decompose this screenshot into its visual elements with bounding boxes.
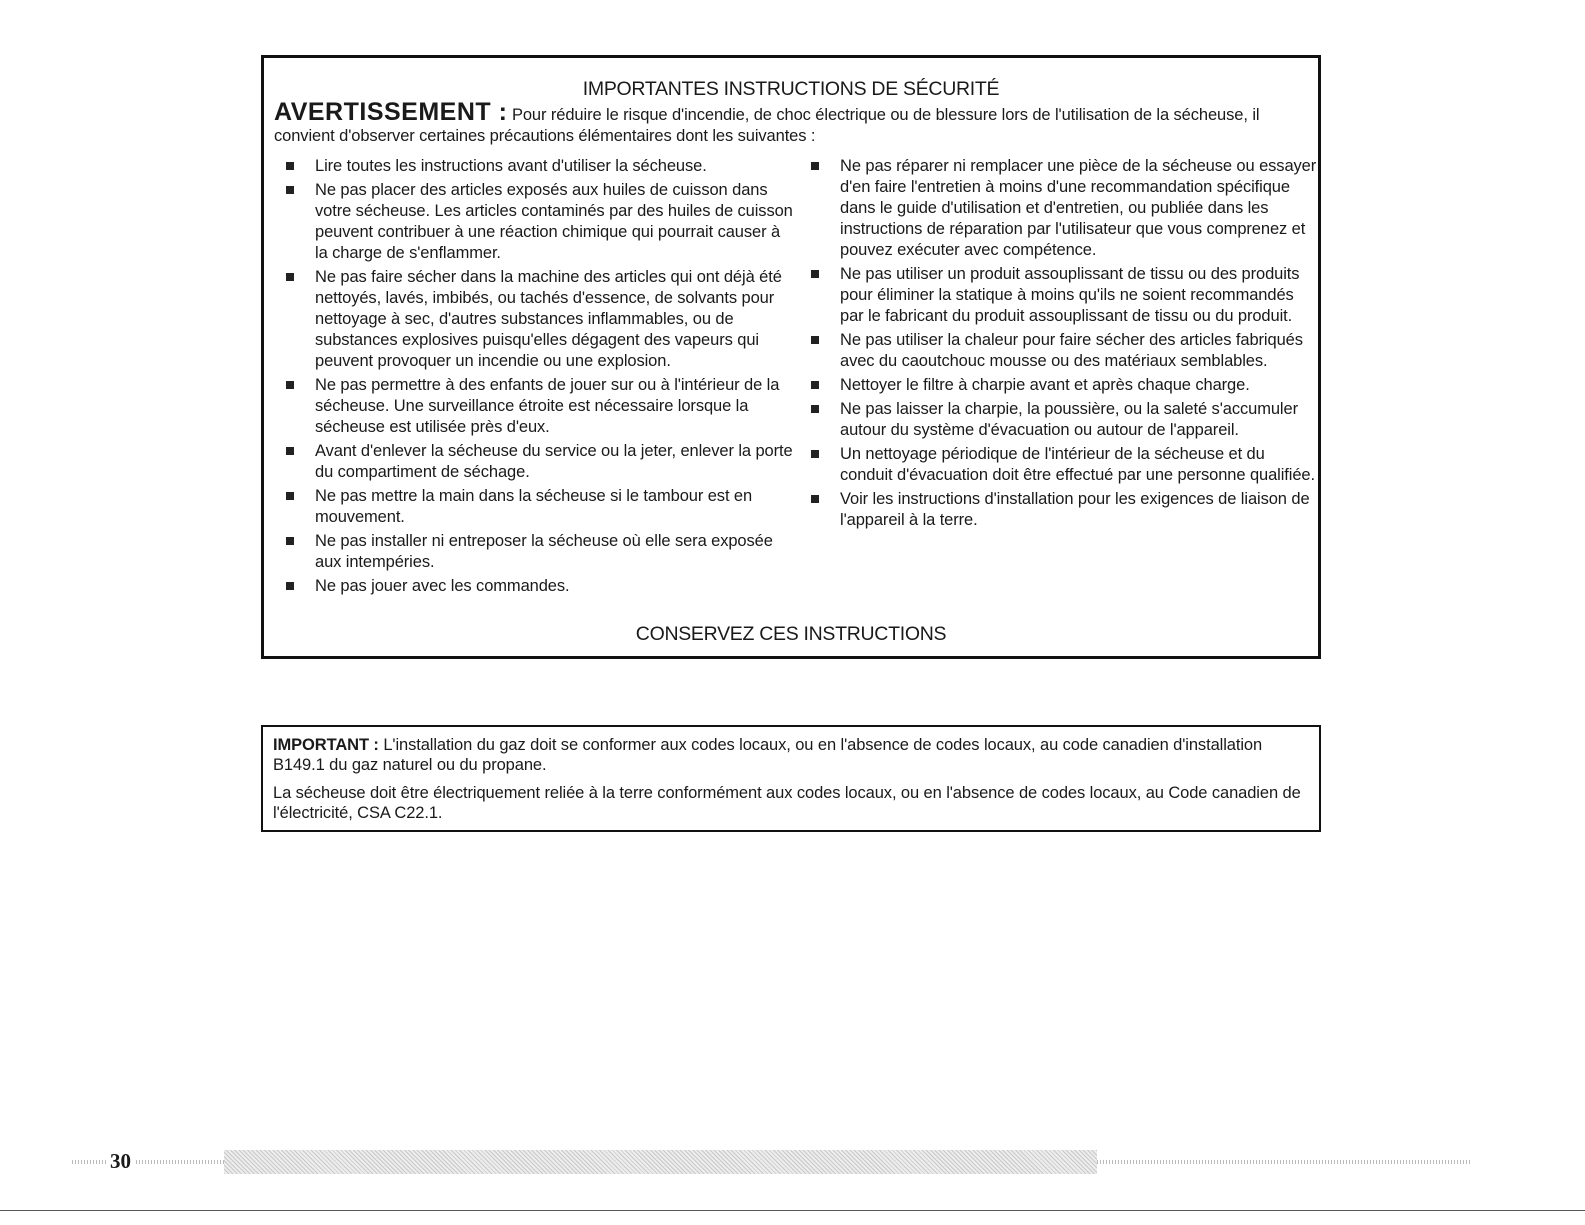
list-item: Ne pas installer ni entreposer la sécheuse où elle sera exposée aux intempéries. [286,531,796,573]
list-item: Ne pas permettre à des enfants de jouer sur ou à l'intérieur de la sécheuse. Une surveillance étroite est nécessaire lorsque la sécheuse est utilisée près d'eux. [286,375,796,438]
bullet-square-icon [286,381,294,389]
footer-dotted-rule-middle [136,1160,224,1164]
list-item: Ne pas placer des articles exposés aux huiles de cuisson dans votre sécheuse. Les articles contaminés par des huiles de cuisson peuvent contribuer à une réaction chimique qui pourrait causer à la charge de s'enflammer. [286,180,796,264]
list-item: Un nettoyage périodique de l'intérieur de la sécheuse et du conduit d'évacuation doit être effectué par une personne qualifiée. [811,444,1319,486]
list-item: Ne pas mettre la main dans la sécheuse si le tambour est en mouvement. [286,486,796,528]
page-footer [72,1147,1470,1177]
warning-text: Pour réduire le risque d'incendie, de choc électrique ou de blessure lors de l'utilisation de la sécheuse, il convient d'observer certaines précautions élémentaires dont les suivantes : [274,106,1260,145]
bullet-square-icon [286,492,294,500]
bullet-square-icon [286,186,294,194]
important-note-box [261,725,1321,832]
bullet-square-icon [811,336,819,344]
safety-list-right [811,156,1319,534]
warning-paragraph [274,98,1306,147]
page-number: 30 [110,1149,131,1173]
important-label: IMPORTANT : [273,736,379,754]
warning-label: AVERTISSEMENT : [274,98,508,126]
safety-title: IMPORTANTES INSTRUCTIONS DE SÉCURITÉ [582,78,1000,100]
bullet-square-icon [286,537,294,545]
list-item: Avant d'enlever la sécheuse du service ou la jeter, enlever la porte du compartiment de séchage. [286,441,796,483]
bullet-square-icon [286,582,294,590]
safety-list-left [286,156,796,600]
list-item: Ne pas jouer avec les commandes. [286,576,796,597]
footer-dotted-rule-left [72,1160,106,1164]
list-item: Ne pas utiliser un produit assouplissant de tissu ou des produits pour éliminer la statique à moins qu'ils ne soient recommandés par le fabricant du produit assouplissant de tissu ou du produit. [811,264,1319,327]
bullet-square-icon [286,162,294,170]
bullet-square-icon [811,270,819,278]
important-gas-text: L'installation du gaz doit se conformer aux codes locaux, ou en l'absence de codes locaux, au code canadien d'installation B149.1 du gaz naturel ou du propane. [273,736,1263,774]
list-item: Ne pas faire sécher dans la machine des articles qui ont déjà été nettoyés, lavés, imbibés, ou tachés d'essence, de solvants pour nettoyage à sec, d'autres substances inflammables, ou de substances explosives puisqu'elles dégagent des vapeurs qui peuvent provoquer un incendie ou une explosion. [286,267,796,372]
save-instructions-heading: CONSERVEZ CES INSTRUCTIONS [635,623,947,645]
footer-hatched-band [224,1150,1097,1174]
list-item: Ne pas réparer ni remplacer une pièce de la sécheuse ou essayer d'en faire l'entretien à moins d'une recommandation spécifique dans le guide d'utilisation et d'entretien, ou publiée dans les instructions de réparation par l'utilisateur que vous comprenez et pouvez exécuter avec compétence. [811,156,1319,261]
bottom-divider [0,1210,1585,1211]
bullet-square-icon [811,162,819,170]
safety-instructions-box [261,55,1321,659]
footer-dotted-rule-right [1097,1160,1470,1164]
important-paragraph-electric: La sécheuse doit être électriquement reliée à la terre conformément aux codes locaux, ou en l'absence de codes locaux, au Code canadien de l'électricité, CSA C22.1. [273,784,1301,822]
bullet-square-icon [286,447,294,455]
bullet-square-icon [811,450,819,458]
bullet-square-icon [811,405,819,413]
bullet-square-icon [811,381,819,389]
list-item: Ne pas utiliser la chaleur pour faire sécher des articles fabriqués avec du caoutchouc mousse ou des matériaux semblables. [811,330,1319,372]
list-item: Voir les instructions d'installation pour les exigences de liaison de l'appareil à la terre. [811,489,1319,531]
important-paragraph-gas [273,736,1307,775]
list-item: Lire toutes les instructions avant d'utiliser la sécheuse. [286,156,796,177]
list-item: Nettoyer le filtre à charpie avant et après chaque charge. [811,375,1319,396]
bullet-square-icon [811,495,819,503]
list-item: Ne pas laisser la charpie, la poussière, ou la saleté s'accumuler autour du système d'évacuation ou autour de l'appareil. [811,399,1319,441]
bullet-square-icon [286,273,294,281]
